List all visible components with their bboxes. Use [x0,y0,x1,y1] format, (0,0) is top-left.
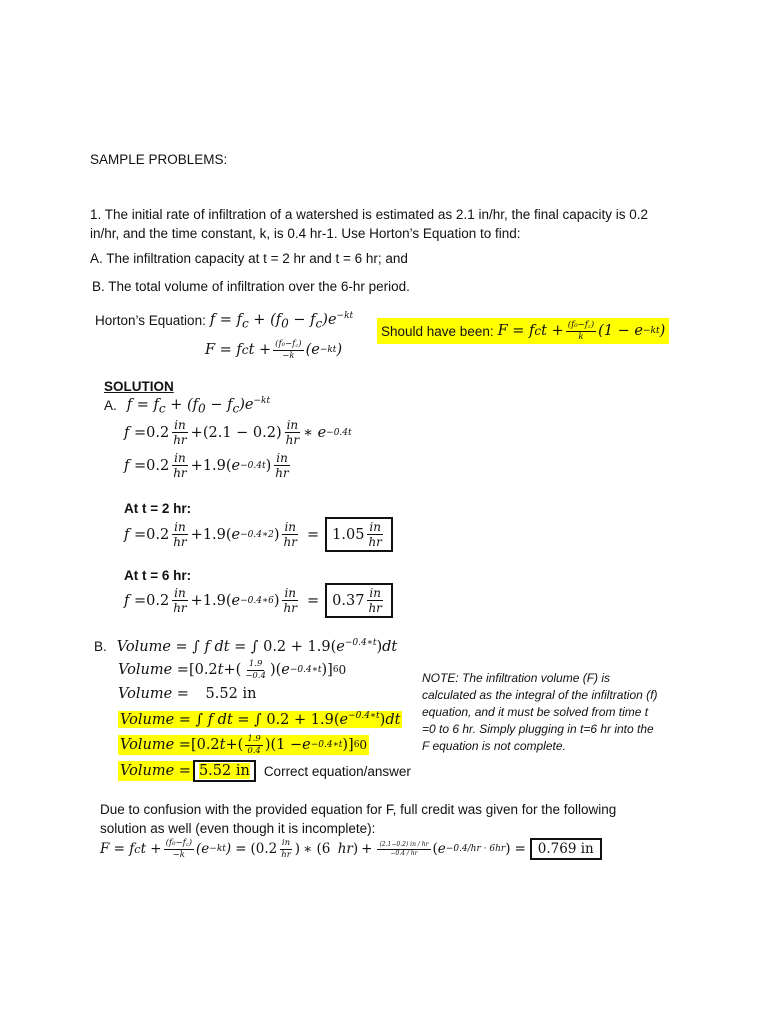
part-b-eq3: Volume = 5.52 in [118,686,257,702]
provided-F-equation: F = f c t + $\frac{\text{(f₀−f꜀)}}{-k}$ (e −kt ) [205,339,343,361]
hortons-label: Horton’s Equation: [95,313,206,329]
part-a-label: A. [104,398,117,414]
correct-eq1: Volume = ∫ f dt = ∫ $0.2 + 1.9(e^{-0.4∗t})dt$ [120,711,401,728]
t6-result-box: 0.37 $\frac{in}{hr}$ [325,583,393,618]
part-a-eq2: f = 0.2 $\frac{in}{hr}$ + (2.1 − 0.2) $\frac{in}{hr}$ ∗ e −0.4t [124,418,352,447]
confusion-text: Due to confusion with the provided equation for F, full credit was given for the following solution as well (even though it is incomplete): [100,802,617,836]
correct-eq3: Volume = 5.52 in Correct equation/answer [118,760,411,782]
volume-result-box: 5.52 in [193,760,256,782]
t2-label: At t = 2 hr: [124,501,192,516]
final-result-box: 0.769 in [530,838,602,860]
should-have-been-equation [377,318,669,344]
t6-equation: f = 0.2 $\frac{in}{hr}$ + 1.9( e −0.4∗6 ) $\frac{in}{hr}$ = 0.37 $\frac{in}{hr}$ [124,583,393,618]
part-b-eq2: Volume = [0.2 t + ( $\frac{1.9}{-0.4}$ ) ( e −0.4∗t )] 6 0 [118,659,347,681]
should-have-been-formula: F = f c t + $\frac{\text{(f₀−f꜀)}}{k}$ (1 − e −kt ) [497,320,666,342]
confusion-equation: F = f c t + $\frac{\text{(f₀−f꜀)}}{-k}$ (e −kt ) = (0.2 $\frac{in}{hr}$ ) ∗ (6 hr ) + $\frac{(2.1-0.2) in / hr}{-0.4 / hr}$ ( e −0.4/hr · 6hr ) = 0.769 in [100,838,602,860]
t2-equation: f = 0.2 $\frac{in}{hr}$ + 1.9( e −0.4∗2 ) $\frac{in}{hr}$ = 1.05 $\frac{in}{hr}$ [124,517,393,552]
part-b-eq1: B. Volume = ∫ f dt = ∫ $0.2 + 1.9(e^{-0.4∗t})dt$ [94,638,398,655]
t6-label: At t = 6 hr: [124,568,192,583]
hortons-formula: $f = f_c + (f_0 - f_c)e^{-kt}$ [209,311,354,331]
problem-part-a: A. The infiltration capacity at t = 2 hr and t = 6 hr; and [90,251,408,266]
note-text: NOTE: The infiltration volume (F) is calculated as the integral of the infiltration (f) equation, and it must be solved from time t =0 to 6 hr. Simply plugging in t=6 hr into the F equation is not complete. [422,671,658,753]
part-b-label: B. [94,638,107,654]
correct-label: Correct equation/answer [263,763,411,779]
part-a-eq1: A. $f = f_c + (f_0 - f_c)e^{-kt}$ [104,396,271,416]
part-a-eq3: f = 0.2 $\frac{in}{hr}$ + 1.9( e −0.4t ) $\frac{in}{hr}$ [124,451,289,480]
hortons-equation [95,311,353,331]
solution-heading: SOLUTION [104,379,174,394]
problem-part-b: B. The total volume of infiltration over the 6-hr period. [92,279,410,294]
page-title: SAMPLE PROBLEMS: [90,152,228,167]
correct-eq2: Volume = [0.2 t + ( $\frac{1.9}{0.4}$ ) (1 − e −0.4∗t )] 6 0 [120,734,368,756]
problem-statement: 1. The initial rate of infiltration of a watershed is estimated as 2.1 in/hr, the final capacity is 0.2 in/hr, and the time constant, k, is 0.4 hr-1. Use Horton’s Equation to find: [90,207,649,241]
should-have-been-label: Should have been: [381,323,494,339]
t2-result-box: 1.05 $\frac{in}{hr}$ [325,517,393,552]
